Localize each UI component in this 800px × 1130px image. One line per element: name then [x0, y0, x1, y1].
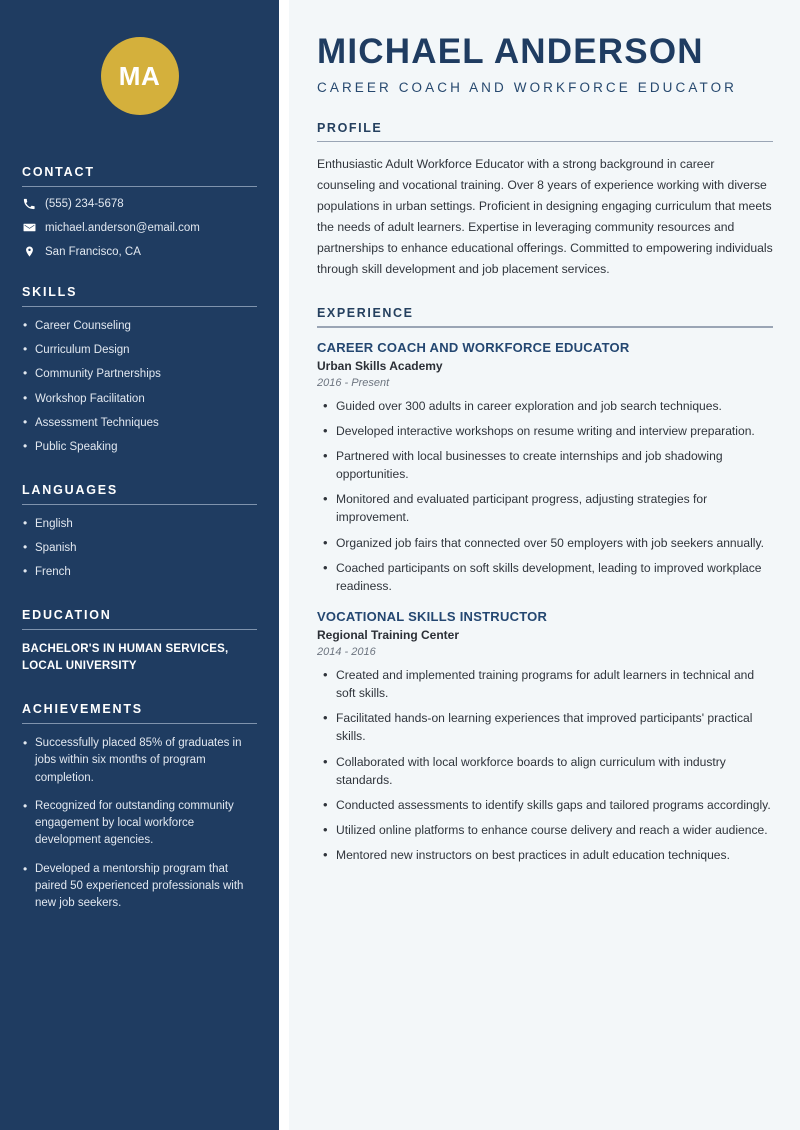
avatar-container — [22, 0, 257, 125]
contact-section — [22, 165, 257, 258]
list-item: • Facilitated hands-on learning experiences that improved participants' practical skills. — [321, 709, 773, 745]
list-item: • Recognized for outstanding community engagement by local workforce development agencies. — [22, 798, 257, 850]
phone-icon — [22, 198, 36, 210]
sidebar-gutter — [279, 0, 289, 1130]
profile-heading: PROFILE — [317, 120, 383, 135]
list-item: • Community Partnerships — [22, 366, 257, 383]
profile-text: Enthusiastic Adult Workforce Educator with a strong background in career counseling and vocational training. Over 8 years of experience working with diverse populations in urban settings. Proficient in designing engaging curriculum that meets the needs of adult learners. Expertise in leveraging community resources and partnerships to enhance educational offerings. Committed to empowering individuals through skill development and job placement services. — [317, 157, 773, 277]
contact-location-value: San Francisco, CA — [45, 245, 141, 258]
contact-location-row — [22, 245, 257, 258]
avatar-initials: MA — [118, 60, 161, 91]
list-item: • Guided over 300 adults in career exploration and job search techniques. — [321, 397, 773, 415]
contact-email-value[interactable]: michael.anderson@email.com — [45, 221, 200, 234]
achievements-divider — [22, 723, 257, 724]
avatar — [101, 37, 179, 115]
skills-heading: SKILLS — [22, 285, 78, 299]
job-dates: 2014 - 2016 — [317, 645, 376, 658]
education-heading: EDUCATION — [22, 607, 112, 622]
list-item: • Utilized online platforms to enhance course delivery and reach a wider audience. — [321, 821, 773, 839]
list-item: • Monitored and evaluated participant progress, adjusting strategies for improvement. — [321, 490, 773, 526]
experience-entry — [317, 609, 773, 864]
experience-section — [317, 306, 773, 864]
contact-email-row — [22, 221, 257, 234]
professional-subtitle: CAREER COACH AND WORKFORCE EDUCATOR — [317, 79, 738, 95]
job-title: CAREER COACH AND WORKFORCE EDUCATOR — [317, 339, 630, 355]
list-item: • Created and implemented training programs for adult learners in technical and soft skills. — [321, 666, 773, 702]
list-item: • Collaborated with local workforce boards to align curriculum with industry standards. — [321, 753, 773, 789]
list-item: • Successfully placed 85% of graduates in jobs within six months of program completion. — [22, 735, 257, 787]
contact-phone-row — [22, 198, 257, 210]
skills-list — [22, 318, 257, 456]
education-section — [22, 608, 257, 676]
list-item: • Mentored new instructors on best practices in adult education techniques. — [321, 846, 773, 864]
main-content — [289, 0, 800, 1130]
job-company: Regional Training Center — [317, 627, 460, 642]
skills-section — [22, 285, 257, 456]
page-title: MICHAEL ANDERSON — [317, 32, 704, 71]
list-item: • Developed a mentorship program that paired 50 experienced professionals with new job seekers. — [22, 861, 257, 913]
contact-heading: CONTACT — [22, 165, 95, 179]
list-item: • English — [22, 516, 257, 533]
profile-section — [317, 121, 773, 280]
map-pin-icon — [22, 245, 36, 258]
achievements-section — [22, 702, 257, 912]
experience-entry — [317, 340, 773, 595]
job-bullet-list — [317, 397, 773, 595]
list-item: • French — [22, 564, 257, 581]
list-item: • Developed interactive workshops on resume writing and interview preparation. — [321, 422, 773, 440]
list-item: • Career Counseling — [22, 318, 257, 335]
list-item: • Organized job fairs that connected over 50 employers with job seekers annually. — [321, 534, 773, 552]
languages-list — [22, 516, 257, 581]
list-item: • Partnered with local businesses to create internships and job shadowing opportunities. — [321, 447, 773, 483]
languages-section — [22, 483, 257, 581]
list-item: • Assessment Techniques — [22, 415, 257, 432]
experience-heading: EXPERIENCE — [317, 306, 414, 321]
list-item: • Spanish — [22, 540, 257, 557]
list-item: • Conducted assessments to identify skills gaps and tailored programs accordingly. — [321, 796, 773, 814]
job-bullet-list — [317, 666, 773, 864]
list-item: • Workshop Facilitation — [22, 391, 257, 408]
education-divider — [22, 629, 257, 630]
list-item: • Curriculum Design — [22, 342, 257, 359]
list-item: • Coached participants on soft skills development, leading to improved workplace readiness. — [321, 559, 773, 595]
sidebar — [0, 0, 279, 1130]
achievements-heading: ACHIEVEMENTS — [22, 702, 143, 717]
contact-divider — [22, 186, 257, 187]
job-title: VOCATIONAL SKILLS INSTRUCTOR — [317, 608, 548, 624]
experience-divider — [317, 326, 773, 328]
skills-divider — [22, 306, 257, 307]
profile-divider — [317, 141, 773, 143]
languages-heading: LANGUAGES — [22, 482, 119, 497]
contact-phone-value[interactable]: (555) 234-5678 — [45, 198, 124, 210]
job-company: Urban Skills Academy — [317, 358, 443, 373]
achievements-list — [22, 735, 257, 912]
envelope-icon — [22, 221, 36, 234]
education-degree: BACHELOR'S IN HUMAN SERVICES, LOCAL UNIVERSITY — [22, 642, 229, 672]
job-dates: 2016 - Present — [317, 376, 390, 389]
languages-divider — [22, 504, 257, 505]
list-item: • Public Speaking — [22, 439, 257, 456]
